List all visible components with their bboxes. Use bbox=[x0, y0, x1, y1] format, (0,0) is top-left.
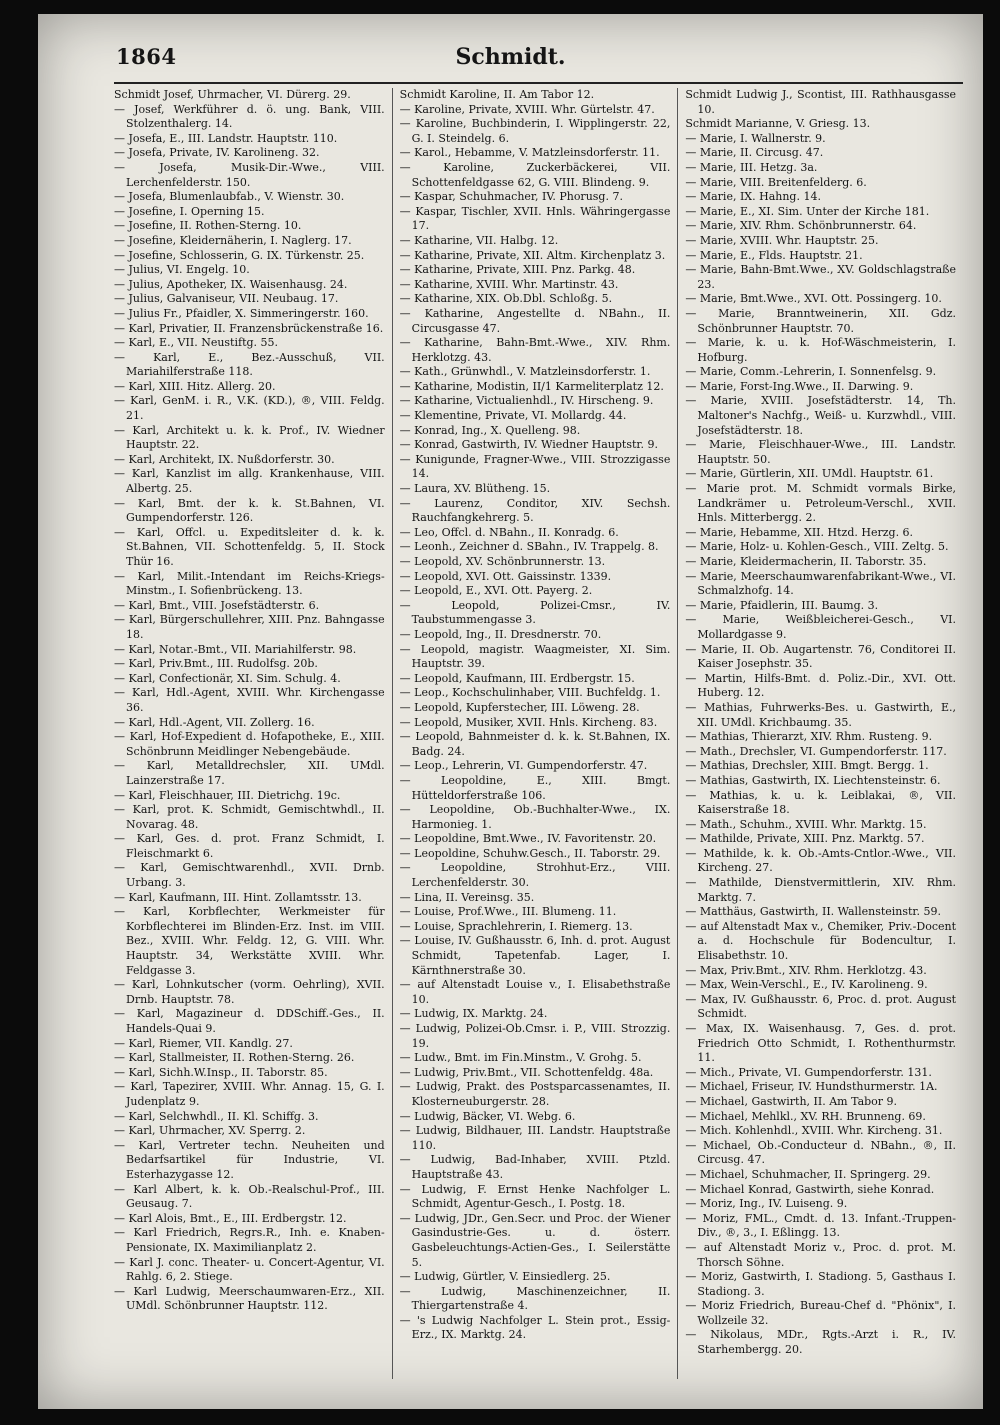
directory-entry: — Mathias, k. u. k. Leiblakai, ®, VII. Kaiserstraße 18. bbox=[685, 788, 957, 817]
directory-entry: — Leopoldine, Bmt.Wwe., IV. Favoritenstr. 20. bbox=[399, 832, 657, 846]
directory-entry: — Marie, Bahn-Bmt.Wwe., XV. Goldschlagstraße 23. bbox=[685, 263, 957, 291]
directory-entry: — Mich. Kohlenhdl., XVIII. Whr. Kircheng. 31. bbox=[685, 1124, 943, 1138]
directory-entry: — Martin, Hilfs-Bmt. d. Poliz.-Dir., XVI. Ott. Huberg. 12. bbox=[685, 671, 957, 700]
directory-entry: — Louise, Sprachlehrerin, I. Riemerg. 13. bbox=[399, 919, 633, 933]
directory-entry: Schmidt Karoline, II. Am Tabor 12. bbox=[399, 88, 595, 101]
directory-entry: — Nikolaus, MDr., Rgts.-Arzt i. R., IV. Starhembergg. 20. bbox=[685, 1328, 957, 1357]
directory-entry: — Leonh., Zeichner d. SBahn., IV. Trappelg. 8. bbox=[399, 540, 659, 554]
directory-entry: — Marie, Hebamme, XII. Htzd. Herzg. 6. bbox=[685, 525, 914, 539]
directory-entry: — Josefa, Private, IV. Karolineng. 32. bbox=[114, 146, 320, 160]
directory-entry: — Laura, XV. Blütheng. 15. bbox=[399, 482, 551, 496]
directory-entry: — Moriz, Gastwirth, I. Stadiong. 5, Gasthaus I. Stadiong. 3. bbox=[685, 1270, 957, 1298]
directory-entry: — Mathias, Fuhrwerks-Bes. u. Gastwirth, E., XII. UMdl. Krichbaumg. 35. bbox=[685, 700, 957, 729]
directory-entry: — Ludwig, Bäcker, VI. Webg. 6. bbox=[399, 1109, 576, 1123]
directory-entry: — Leopold, Ing., II. Dresdnerstr. 70. bbox=[399, 627, 602, 641]
directory-entry: — Matthäus, Gastwirth, II. Wallensteinstr. 59. bbox=[685, 905, 941, 919]
directory-entry: — Mathilde, k. k. Ob.-Amts-Cntlor.-Wwe., VII. Kircheng. 27. bbox=[685, 846, 957, 875]
directory-entry: — Karl, XIII. Hitz. Allerg. 20. bbox=[114, 379, 276, 393]
directory-entry: — Marie, Gürtlerin, XII. UMdl. Hauptstr. 61. bbox=[685, 467, 934, 481]
directory-entry: — Karl J. conc. Theater- u. Concert-Agentur, VI. Rahlg. 6, 2. Stiege. bbox=[114, 1255, 385, 1284]
columns bbox=[114, 88, 963, 1379]
directory-entry: — Moriz, FML., Cmdt. d. 13. Infant.-Truppen-Div., ®, 3., I. Eßlingg. 13. bbox=[685, 1211, 957, 1240]
directory-entry: — Leopold, Kupferstecher, III. Löweng. 28. bbox=[399, 700, 640, 714]
directory-entry: — Marie prot. M. Schmidt vormals Birke, Landkrämer u. Petroleum-Verschl., XVII. Hnls. Mitterbergg. 2. bbox=[685, 482, 957, 525]
directory-entry: — Karl, Vertreter techn. Neuheiten und Bedarfsartikel für Industrie, VI. Esterhazygasse 12. bbox=[114, 1138, 385, 1181]
directory-entry: — Leopold, Polizei-Cmsr., IV. Taubstummengasse 3. bbox=[399, 598, 671, 627]
directory-page bbox=[38, 14, 983, 1409]
directory-entry: — Karl, Confectionär, XI. Sim. Schulg. 4. bbox=[114, 671, 341, 685]
directory-entry: — Mich., Private, VI. Gumpendorferstr. 131. bbox=[685, 1065, 932, 1079]
directory-entry: — Marie, XVIII. Josefstädterstr. 14, Th. Maltoner's Nachfg., Weiß- u. Kurzwhdl., VIII. Josefstädterstr. 18. bbox=[685, 394, 957, 437]
directory-entry: — Marie, Branntweinerin, XII. Gdz. Schönbrunner Hauptstr. 70. bbox=[685, 306, 957, 335]
directory-entry: — Marie, VIII. Breitenfelderg. 6. bbox=[685, 175, 867, 189]
directory-entry: Schmidt Marianne, V. Griesg. 13. bbox=[685, 117, 871, 131]
directory-entry: — Karl, Tapezirer, XVIII. Whr. Annag. 15, G. I. Judenplatz 9. bbox=[114, 1080, 385, 1108]
directory-entry: — Karl Ludwig, Meerschaumwaren-Erz., XII. UMdl. Schönbrunner Hauptstr. 112. bbox=[114, 1284, 385, 1313]
directory-entry: — Ludwig, Polizei-Ob.Cmsr. i. P., VIII. Strozzig. 19. bbox=[399, 1022, 671, 1050]
directory-entry: — Karl, Hdl.-Agent, VII. Zollerg. 16. bbox=[114, 715, 315, 729]
directory-entry: — Karl, Lohnkutscher (vorm. Oehrling), XVII. Drnb. Hauptstr. 78. bbox=[114, 978, 385, 1006]
directory-entry: — Josefine, II. Rothen-Sterng. 10. bbox=[114, 219, 302, 233]
directory-entry: — Marie, III. Hetzg. 3a. bbox=[685, 160, 818, 174]
directory-entry: — Josefa, Musik-Dir.-Wwe., VIII. Lerchenfelderstr. 150. bbox=[114, 160, 385, 189]
directory-entry: — Marie, II. Ob. Augartenstr. 76, Conditorei II. Kaiser Josephstr. 35. bbox=[685, 642, 957, 671]
directory-entry: — auf Altenstadt Louise v., I. Elisabethstraße 10. bbox=[399, 978, 671, 1006]
directory-entry: — Math., Schuhm., XVIII. Whr. Marktg. 15. bbox=[685, 817, 927, 831]
directory-entry: — Ludwig, Bad-Inhaber, XVIII. Ptzld. Hauptstraße 43. bbox=[399, 1153, 671, 1181]
directory-entry: — Katharine, Bahn-Bmt.-Wwe., XIV. Rhm. Herklotzg. 43. bbox=[399, 336, 671, 364]
directory-entry: — Ludwig, Bildhauer, III. Landstr. Hauptstraße 110. bbox=[399, 1124, 671, 1152]
directory-entry: — Karl, Kaufmann, III. Hint. Zollamtsstr. 13. bbox=[114, 890, 362, 904]
directory-entry: — Mathias, Drechsler, XIII. Bmgt. Bergg. 1. bbox=[685, 759, 929, 773]
directory-entry: — Karl, Offcl. u. Expeditsleiter d. k. k. St.Bahnen, VII. Schottenfeldg. 5, II. Stock Thür 16. bbox=[114, 525, 385, 568]
directory-entry: — Katharine, XVIII. Whr. Martinstr. 43. bbox=[399, 277, 619, 291]
directory-entry: — Leopold, E., XVI. Ott. Payerg. 2. bbox=[399, 584, 593, 598]
directory-entry: — Karol., Hebamme, V. Matzleinsdorferstr. 11. bbox=[399, 146, 660, 160]
column-1 bbox=[114, 88, 392, 1379]
directory-entry: — Math., Drechsler, VI. Gumpendorferstr. 117. bbox=[685, 744, 947, 758]
directory-entry: — Marie, XIV. Rhm. Schönbrunnerstr. 64. bbox=[685, 219, 917, 233]
directory-entry: — Julius, Galvaniseur, VII. Neubaug. 17. bbox=[114, 292, 339, 306]
directory-entry: — Josefa, Blumenlaubfab., V. Wienstr. 30. bbox=[114, 190, 345, 204]
directory-entry: Schmidt Josef, Uhrmacher, VI. Dürerg. 29. bbox=[114, 88, 351, 101]
directory-entry: — Julius, VI. Engelg. 10. bbox=[114, 263, 250, 277]
directory-entry: — Ludwig, IX. Marktg. 24. bbox=[399, 1007, 548, 1021]
directory-entry: — Katharine, Private, XII. Altm. Kirchenplatz 3. bbox=[399, 248, 666, 262]
directory-entry: — Mathias, Thierarzt, XIV. Rhm. Rusteng. 9. bbox=[685, 730, 933, 744]
directory-entry: — Leopoldine, Strohhut-Erz., VIII. Lerchenfelderstr. 30. bbox=[399, 861, 671, 890]
directory-entry: — Karl Friedrich, Regrs.R., Inh. e. Knaben-Pensionate, IX. Maximilianplatz 2. bbox=[114, 1226, 385, 1254]
directory-entry: — Karl Alois, Bmt., E., III. Erdbergstr. 12. bbox=[114, 1211, 347, 1225]
running-head: Schmidt. bbox=[455, 44, 566, 70]
directory-entry: — Klementine, Private, VI. Mollardg. 44. bbox=[399, 409, 627, 423]
directory-entry: — Leopoldine, Schuhw.Gesch., II. Taborstr. 29. bbox=[399, 846, 661, 860]
directory-entry: — Marie, Fleischhauer-Wwe., III. Landstr. Hauptstr. 50. bbox=[685, 438, 957, 466]
directory-entry: — Josefine, Schlosserin, G. IX. Türkenstr. 25. bbox=[114, 248, 365, 262]
directory-entry: — Karl, Notar.-Bmt., VII. Mariahilferstr. 98. bbox=[114, 642, 357, 656]
directory-entry: — Katharine, Victualienhdl., IV. Hirscheng. 9. bbox=[399, 394, 654, 408]
directory-entry: — Konrad, Ing., X. Quelleng. 98. bbox=[399, 423, 581, 437]
directory-entry: — Karl, Hdl.-Agent, XVIII. Whr. Kirchengasse 36. bbox=[114, 686, 385, 714]
directory-entry: — Karl, Priv.Bmt., III. Rudolfsg. 20b. bbox=[114, 657, 318, 671]
directory-entry: — Max, Priv.Bmt., XIV. Rhm. Herklotzg. 43. bbox=[685, 963, 927, 977]
directory-entry: — Karl, Selchwhdl., II. Kl. Schiffg. 3. bbox=[114, 1109, 319, 1123]
directory-entry: — auf Altenstadt Moriz v., Proc. d. prot. M. Thorsch Söhne. bbox=[685, 1240, 957, 1269]
directory-entry: — Karl, Privatier, II. Franzensbrückenstraße 16. bbox=[114, 321, 384, 335]
directory-entry: — Karl, Kanzlist im allg. Krankenhause, VIII. Albertg. 25. bbox=[114, 467, 385, 496]
directory-entry: — Karoline, Buchbinderin, I. Wipplingerstr. 22, G. I. Steindelg. 6. bbox=[399, 117, 671, 145]
directory-entry: — Marie, k. u. k. Hof-Wäschmeisterin, I. Hofburg. bbox=[685, 336, 957, 364]
directory-entry: — Katharine, Modistin, II/1 Karmeliterplatz 12. bbox=[399, 379, 664, 393]
directory-entry: — Katharine, Angestellte d. NBahn., II. Circusgasse 47. bbox=[399, 306, 671, 335]
directory-entry: — Leop., Kochschulinhaber, VIII. Buchfeldg. 1. bbox=[399, 686, 661, 700]
directory-entry: — Karl, Ges. d. prot. Franz Schmidt, I. Fleischmarkt 6. bbox=[114, 832, 385, 860]
directory-entry: — Josef, Werkführer d. ö. ung. Bank, VIII. Stolzenthalerg. 14. bbox=[114, 102, 385, 131]
directory-entry: — Marie, II. Circusg. 47. bbox=[685, 146, 824, 160]
directory-entry: — Kunigunde, Fragner-Wwe., VIII. Strozzigasse 14. bbox=[399, 452, 671, 481]
directory-entry: — Karl, E., VII. Neustiftg. 55. bbox=[114, 336, 279, 350]
directory-entry: — Marie, Kleidermacherin, II. Taborstr. 35. bbox=[685, 555, 927, 568]
directory-entry: — Marie, Bmt.Wwe., XVI. Ott. Possingerg. 10. bbox=[685, 292, 942, 306]
directory-entry: — Michael, Gastwirth, II. Am Tabor 9. bbox=[685, 1094, 898, 1108]
directory-entry: — Mathilde, Dienstvermittlerin, XIV. Rhm. Marktg. 7. bbox=[685, 876, 957, 904]
directory-entry: — Katharine, Private, XIII. Pnz. Parkg. 48. bbox=[399, 263, 636, 277]
directory-entry: — Karl, Hof-Expedient d. Hofapotheke, E., XIII. Schönbrunn Meidlinger Nebengebäude. bbox=[114, 730, 385, 758]
directory-entry: — Ludw., Bmt. im Fin.Minstm., V. Grohg. 5. bbox=[399, 1051, 642, 1065]
directory-entry: — Marie, Forst-Ing.Wwe., II. Darwing. 9. bbox=[685, 379, 914, 393]
directory-entry: — Karl, Bmt. der k. k. St.Bahnen, VI. Gumpendorferstr. 126. bbox=[114, 496, 385, 525]
directory-entry: — Karoline, Private, XVIII. Whr. Gürtelstr. 47. bbox=[399, 102, 655, 116]
directory-entry: — Marie, Weißbleicherei-Gesch., VI. Mollardgasse 9. bbox=[685, 613, 957, 641]
directory-entry: — Michael, Mehlkl., XV. RH. Brunneng. 69. bbox=[685, 1109, 926, 1123]
directory-entry: — Max, IV. Gußhausstr. 6, Proc. d. prot. August Schmidt. bbox=[685, 992, 957, 1021]
directory-entry: — Leopold, Musiker, XVII. Hnls. Kircheng. 83. bbox=[399, 715, 658, 729]
directory-entry: — Ludwig, JDr., Gen.Secr. und Proc. der Wiener Gasindustrie-Ges. u. d. österr. Gasbeleuchtungs-Actien-Ges., I. Seilerstätte 5. bbox=[399, 1211, 671, 1269]
directory-entry: — Leopold, Bahnmeister d. k. k. St.Bahnen, IX. Badg. 24. bbox=[399, 730, 671, 758]
directory-entry: — Ludwig, Prakt. des Postsparcassenamtes, II. Klosterneuburgerstr. 28. bbox=[399, 1080, 671, 1108]
directory-entry: — Marie, I. Wallnerstr. 9. bbox=[685, 131, 826, 145]
directory-entry: — Michael, Friseur, IV. Hundsthurmerstr. 1A. bbox=[685, 1080, 938, 1094]
header-rule bbox=[114, 82, 963, 84]
directory-entry: — Leopold, XVI. Ott. Gaissinstr. 1339. bbox=[399, 569, 612, 583]
directory-entry: — Leopoldine, Ob.-Buchhalter-Wwe., IX. Harmonieg. 1. bbox=[399, 803, 671, 831]
directory-entry: — Marie, E., XI. Sim. Unter der Kirche 181. bbox=[685, 204, 930, 218]
directory-entry: — Ludwig, Maschinenzeichner, II. Thiergartenstraße 4. bbox=[399, 1284, 671, 1313]
directory-entry: — Katharine, VII. Halbg. 12. bbox=[399, 233, 559, 247]
directory-entry: — Karl, Stallmeister, II. Rothen-Sterng. 26. bbox=[114, 1051, 355, 1065]
directory-entry: — Josefine, I. Operning 15. bbox=[114, 204, 265, 218]
directory-entry: — Michael, Schuhmacher, II. Springerg. 29. bbox=[685, 1167, 931, 1181]
directory-entry: — Max, Wein-Verschl., E., IV. Karolineng. 9. bbox=[685, 978, 928, 992]
directory-entry: — Julius, Apotheker, IX. Waisenhausg. 24. bbox=[114, 277, 348, 291]
directory-entry: — Ludwig, Gürtler, V. Einsiedlerg. 25. bbox=[399, 1270, 611, 1284]
directory-entry: — Marie, E., Flds. Hauptstr. 21. bbox=[685, 248, 863, 262]
directory-entry: — Michael, Ob.-Conducteur d. NBahn., ®, II. Circusg. 47. bbox=[685, 1138, 957, 1167]
directory-entry: — Kaspar, Schuhmacher, IV. Phorusg. 7. bbox=[399, 190, 623, 204]
directory-entry: — Max, IX. Waisenhausg. 7, Ges. d. prot. Friedrich Otto Schmidt, I. Rothenthurmstr. 11. bbox=[685, 1022, 957, 1065]
directory-entry: — Kaspar, Tischler, XVII. Hnls. Währingergasse 17. bbox=[399, 204, 671, 233]
directory-entry: — Kath., Grünwhdl., V. Matzleinsdorferstr. 1. bbox=[399, 365, 651, 379]
directory-entry: — Karl, Riemer, VII. Kandlg. 27. bbox=[114, 1036, 293, 1050]
directory-entry: — Marie, XVIII. Whr. Hauptstr. 25. bbox=[685, 233, 879, 247]
directory-entry: — 's Ludwig Nachfolger L. Stein prot., Essig-Erz., IX. Marktg. 24. bbox=[399, 1313, 671, 1342]
directory-entry: — Ludwig, Priv.Bmt., VII. Schottenfeldg. 48a. bbox=[399, 1065, 654, 1079]
directory-entry: — Moriz, Ing., IV. Luiseng. 9. bbox=[685, 1197, 848, 1211]
directory-entry: — Josefine, Kleidernäherin, I. Naglerg. 17. bbox=[114, 233, 352, 247]
directory-entry: — Leop., Lehrerin, VI. Gumpendorferstr. 47. bbox=[399, 759, 648, 773]
column-2 bbox=[392, 88, 678, 1379]
page-number: 1864 bbox=[116, 44, 177, 69]
directory-entry: — Louise, IV. Gußhausstr. 6, Inh. d. prot. August Schmidt, Tapetenfab. Lager, I. Kärnthnerstraße 30. bbox=[399, 934, 671, 977]
directory-entry: — Karl, E., Bez.-Ausschuß, VII. Mariahilferstraße 118. bbox=[114, 350, 385, 379]
directory-entry: — Karl, Gemischtwarenhdl., XVII. Drnb. Urbang. 3. bbox=[114, 861, 385, 890]
directory-entry: — Leopoldine, E., XIII. Bmgt. Hütteldorferstraße 106. bbox=[399, 773, 671, 802]
directory-entry: — Mathilde, Private, XIII. Pnz. Marktg. 57. bbox=[685, 832, 925, 846]
directory-entry: — Marie, Holz- u. Kohlen-Gesch., VIII. Zeltg. 5. bbox=[685, 540, 949, 554]
directory-entry: — Marie, Pfaidlerin, III. Baumg. 3. bbox=[685, 598, 879, 612]
directory-entry: — Karoline, Zuckerbäckerei, VII. Schottenfeldgasse 62, G. VIII. Blindeng. 9. bbox=[399, 160, 671, 189]
directory-entry: — Karl, prot. K. Schmidt, Gemischtwhdl., II. Novarag. 48. bbox=[114, 803, 385, 831]
directory-entry: — Leo, Offcl. d. NBahn., II. Konradg. 6. bbox=[399, 525, 619, 539]
directory-entry: — Lina, II. Vereinsg. 35. bbox=[399, 890, 535, 904]
directory-entry: — Mathias, Gastwirth, IX. Liechtensteinstr. 6. bbox=[685, 773, 941, 787]
directory-entry: — Karl, Fleischhauer, III. Dietrichg. 19c. bbox=[114, 788, 341, 802]
directory-entry: — Marie, IX. Hahng. 14. bbox=[685, 190, 821, 204]
directory-entry: — Karl, Architekt u. k. k. Prof., IV. Wiedner Hauptstr. 22. bbox=[114, 423, 385, 452]
directory-entry: — Karl, Bürgerschullehrer, XIII. Pnz. Bahngasse 18. bbox=[114, 613, 385, 641]
column-3 bbox=[677, 88, 963, 1379]
directory-entry: — Karl, Metalldrechsler, XII. UMdl. Lainzerstraße 17. bbox=[114, 759, 385, 787]
directory-entry: — Julius Fr., Pfaidler, X. Simmeringerstr. 160. bbox=[114, 306, 369, 320]
directory-entry: Schmidt Ludwig J., Scontist, III. Rathhausgasse 10. bbox=[685, 88, 957, 116]
directory-entry: — Karl Albert, k. k. Ob.-Realschul-Prof., III. Geusaug. 7. bbox=[114, 1182, 385, 1211]
directory-entry: — Leopold, XV. Schönbrunnerstr. 13. bbox=[399, 555, 606, 568]
directory-entry: — Karl, Milit.-Intendant im Reichs-Kriegs-Minstm., I. Sofienbrückeng. 13. bbox=[114, 569, 385, 598]
directory-entry: — Karl, Magazineur d. DDSchiff.-Ges., II. Handels-Quai 9. bbox=[114, 1007, 385, 1035]
directory-entry: — Karl, Sichh.W.Insp., II. Taborstr. 85. bbox=[114, 1065, 328, 1079]
directory-entry: — Michael Konrad, Gastwirth, siehe Konrad. bbox=[685, 1182, 935, 1196]
directory-entry: — Karl, Bmt., VIII. Josefstädterstr. 6. bbox=[114, 598, 320, 612]
directory-entry: — Marie, Meerschaumwarenfabrikant-Wwe., VI. Schmalzhofg. 14. bbox=[685, 569, 957, 598]
directory-entry: — Karl, GenM. i. R., V.K. (KD.), ®, VIII. Feldg. 21. bbox=[114, 394, 385, 423]
directory-entry: — auf Altenstadt Max v., Chemiker, Priv.-Docent a. d. Hochschule für Bodencultur, I. Elisabethstr. 10. bbox=[685, 919, 957, 963]
directory-entry: — Leopold, Kaufmann, III. Erdbergstr. 15. bbox=[399, 671, 635, 685]
directory-entry: — Karl, Architekt, IX. Nußdorferstr. 30. bbox=[114, 452, 335, 466]
directory-entry: — Marie, Comm.-Lehrerin, I. Sonnenfelsg. 9. bbox=[685, 365, 937, 379]
directory-entry: — Laurenz, Conditor, XIV. Sechsh. Rauchfangkehrerg. 5. bbox=[399, 496, 671, 525]
directory-entry: — Ludwig, F. Ernst Henke Nachfolger L. Schmidt, Agentur-Gesch., I. Postg. 18. bbox=[399, 1182, 671, 1211]
directory-entry: — Louise, Prof.Wwe., III. Blumeng. 11. bbox=[399, 905, 617, 919]
directory-entry: — Konrad, Gastwirth, IV. Wiedner Hauptstr. 9. bbox=[399, 438, 658, 452]
directory-entry: — Karl, Korbflechter, Werkmeister für Korbflechterei im Blinden-Erz. Inst. im VIII. Bez., XVIII. Whr. Feldg. 12, G. VIII. Whr. Hauptstr. 34, Werkstätte XVIII. Whr. Feldgasse 3. bbox=[114, 905, 385, 977]
directory-entry: — Leopold, magistr. Waagmeister, XI. Sim. Hauptstr. 39. bbox=[399, 642, 671, 671]
directory-entry: — Katharine, XIX. Ob.Dbl. Schloßg. 5. bbox=[399, 292, 613, 306]
directory-entry: — Karl, Uhrmacher, XV. Sperrg. 2. bbox=[114, 1124, 306, 1138]
directory-entry: — Moriz Friedrich, Bureau-Chef d. "Phönix", I. Wollzeile 32. bbox=[685, 1299, 957, 1327]
directory-entry: — Josefa, E., III. Landstr. Hauptstr. 110. bbox=[114, 131, 338, 145]
